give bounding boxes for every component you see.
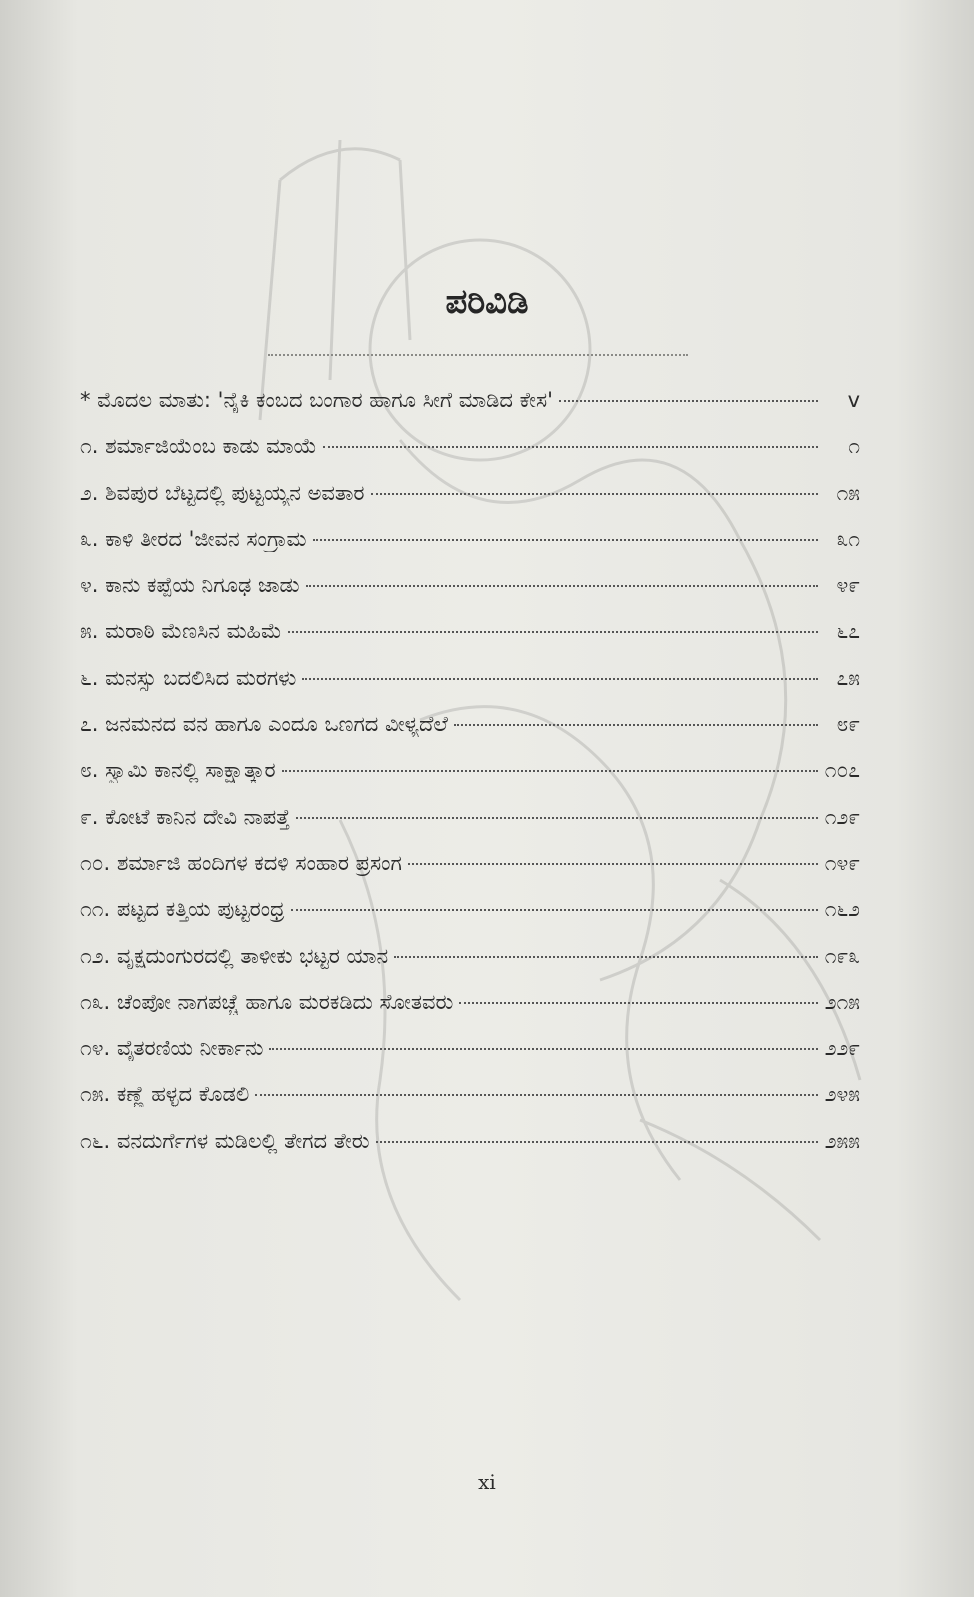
toc-page-number: ೨೫೫ <box>824 1128 860 1153</box>
page-title: ಪರಿವಿಡಿ <box>445 282 529 322</box>
toc-page-number: v <box>847 388 860 412</box>
toc-entry <box>80 1036 860 1082</box>
toc-entry <box>80 388 860 434</box>
toc-entry <box>80 944 860 990</box>
toc-entry <box>80 1082 860 1128</box>
toc-leader-dots <box>288 631 818 633</box>
toc-page-number: ೧೪೯ <box>824 850 860 875</box>
toc-entry-title: ೯. ಕೋಟೆ ಕಾನಿನ ದೇವಿ ನಾಪತ್ತೆ <box>80 804 290 829</box>
toc-page-number: ೧೨೯ <box>824 804 860 829</box>
toc-entry-title: ೮. ಸ್ವಾಮಿ ಕಾನಲ್ಲಿ ಸಾಕ್ಷಾತ್ಕಾರ <box>80 758 276 783</box>
toc-entry <box>80 434 860 480</box>
toc-entry <box>80 573 860 619</box>
toc-entry-title: ೧೩. ಚೆಂಪೋ ನಾಗಪಚ್ಚೆ ಹಾಗೂ ಮರಕಡಿದು ಸೋತವರು <box>80 989 454 1014</box>
toc-entry <box>80 712 860 758</box>
toc-page-number: ೪೯ <box>836 573 860 598</box>
toc-page-number: ೨೧೫ <box>824 989 860 1014</box>
toc-entry <box>80 851 860 897</box>
toc-page-number: ೧೯೩ <box>824 943 860 968</box>
toc-entry <box>80 805 860 851</box>
toc-leader-dots <box>296 817 818 819</box>
toc-entry <box>80 990 860 1036</box>
toc-leader-dots <box>302 678 818 680</box>
toc-leader-dots <box>559 400 818 402</box>
toc-entry <box>80 527 860 573</box>
toc-entry <box>80 1129 860 1175</box>
toc-page-number: ೩೧ <box>836 526 860 551</box>
toc-leader-dots <box>323 446 818 448</box>
toc-leader-dots <box>255 1094 818 1096</box>
toc-leader-dots <box>269 1048 818 1050</box>
toc-page-number: ೭೫ <box>836 665 860 690</box>
toc-entry-title: ೫. ಮರಾಠಿ ಮೆಣಸಿನ ಮಹಿಮೆ <box>80 619 282 644</box>
toc-leader-dots <box>371 493 818 495</box>
toc-leader-dots <box>291 909 818 911</box>
toc-page-number: ೧೬೨ <box>824 897 860 922</box>
table-of-contents <box>80 388 860 1175</box>
toc-entry-title: ೧೦. ಶರ್ಮಾಜಿ ಹಂದಿಗಳ ಕದಳಿ ಸಂಹಾರ ಪ್ರಸಂಗ <box>80 850 402 875</box>
toc-entry-title: ೭. ಜನಮನದ ವನ ಹಾಗೂ ಎಂದೂ ಒಣಗದ ವೀಳ್ಯದೆಲೆ <box>80 712 448 737</box>
toc-entry-title: ೩. ಕಾಳಿ ತೀರದ 'ಜೀವನ ಸಂಗ್ರಾಮ <box>80 526 307 551</box>
toc-leader-dots <box>376 1141 818 1143</box>
toc-entry-title: ೧೪. ವೈತರಣಿಯ ನೀರ್ಕಾನು <box>80 1036 264 1061</box>
toc-entry-title: * ಮೊದಲ ಮಾತು: 'ನೈಕಿ ಕಂಬದ ಬಂಗಾರ ಹಾಗೂ ಸೀಗೆ ಮಾಡಿದ ಕೇಸ' <box>80 388 553 412</box>
toc-page-number: ೧ <box>848 434 860 459</box>
toc-page-number: ೧೫ <box>836 480 860 505</box>
toc-leader-dots <box>306 585 818 587</box>
toc-entry-title: ೧೬. ವನದುರ್ಗೆಗಳ ಮಡಿಲಲ್ಲಿ ತೇಗದ ತೇರು <box>80 1128 370 1153</box>
toc-entry-title: ೧. ಶರ್ಮಾಜಿಯೆಂಬ ಕಾಡು ಮಾಯೆ <box>80 434 317 459</box>
toc-leader-dots <box>313 539 818 541</box>
toc-entry <box>80 666 860 712</box>
toc-entry <box>80 758 860 804</box>
toc-entry <box>80 897 860 943</box>
toc-entry <box>80 619 860 665</box>
toc-entry-title: ೧೨. ವೃಕ್ಷದುಂಗುರದಲ್ಲಿ ತಾಳೀಕು ಭಟ್ಟರ ಯಾನ <box>80 943 389 968</box>
toc-page-number: ೬೭ <box>836 619 860 644</box>
toc-leader-dots <box>408 863 818 865</box>
toc-entry-title: ೪. ಕಾನು ಕಪ್ಪೆಯ ನಿಗೂಢ ಜಾಡು <box>80 573 300 598</box>
toc-entry-title: ೧೧. ಪಟ್ಟದ ಕತ್ತಿಯ ಪುಟ್ಟರಂಧ್ರ <box>80 897 285 922</box>
toc-entry <box>80 481 860 527</box>
toc-page-number: ೧೦೭ <box>824 758 860 783</box>
toc-leader-dots <box>454 724 818 726</box>
toc-leader-dots <box>459 1002 818 1004</box>
toc-leader-dots <box>282 770 818 772</box>
title-underline <box>268 354 688 356</box>
toc-entry-title: ೧೫. ಕಣ್ಣೆ ಹಳ್ಳದ ಕೊಡಲಿ <box>80 1082 250 1107</box>
toc-leader-dots <box>394 956 818 958</box>
toc-page-number: ೨೪೫ <box>824 1082 860 1107</box>
toc-page-number: ೮೯ <box>836 712 860 737</box>
toc-entry-title: ೬. ಮನಸ್ಸು ಬದಲಿಸಿದ ಮರಗಳು <box>80 665 297 690</box>
toc-entry-title: ೨. ಶಿವಪುರ ಬೆಟ್ಟದಲ್ಲಿ ಪುಟ್ಟಯ್ಯನ ಅವತಾರ <box>80 480 365 505</box>
page-folio: xi <box>478 1470 496 1494</box>
toc-page-number: ೨೨೯ <box>824 1036 860 1061</box>
